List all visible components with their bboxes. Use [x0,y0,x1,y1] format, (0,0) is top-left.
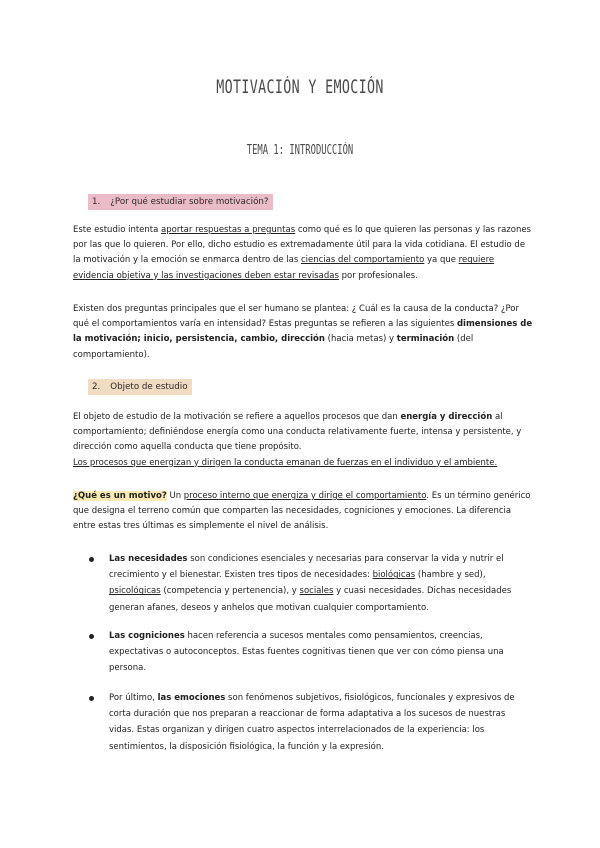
list-item-necesidades [88,551,528,616]
text: (competencia y pertenencia), y [160,586,300,597]
bullet-list [88,551,528,616]
section-label: ¿Por qué estudiar sobre motivación? [110,197,269,207]
paragraph-motivo [73,489,533,535]
list-item-emociones [88,690,528,755]
text: (hacia metas) y [324,334,397,345]
highlighted-question: ¿Qué es un motivo? [73,491,167,501]
text: Este estudio intenta [73,225,162,235]
underlined-text: psicológicas [109,586,161,597]
text: (del comportamiento). [73,334,474,360]
text: . Es un término genérico que designa el terreno común que comparten las necesidades, cogniciones y emociones. La diferencia entre estas tres últimas es simplemente el nivel de análisis. [73,491,531,532]
text: y cuasi necesidades. Dichas necesidades generan afanes, deseos y anhelos que motivan cualquier comportamiento. [109,586,512,613]
underlined-text: sociales [299,586,334,597]
list-item-cogniciones [88,628,528,677]
text: Existen dos preguntas principales que el ser humano se plantea: ¿ Cuál es la causa de la conducta? ¿Por qué el comportamientos varía en intensidad? Estas preguntas se refieren a las siguientes [73,304,519,330]
bold-text: Las necesidades [109,554,188,564]
bold-text: Las cogniciones [109,631,185,641]
bold-text: las emociones [157,693,226,703]
section-number: 1. [92,197,101,207]
document-subtitle: TEMA 1: INTRODUCCIÓN [246,143,354,158]
text: como qué es lo que quieren las personas y las razones por las que lo quieren. Por ello, dicho estudio es extremadamente útil para la vida cotidiana. El estudio de la motivación y la emoción se enmarca dentro de las [73,225,531,266]
underlined-text: proceso interno que energiza y dirige el comportamiento [183,491,427,501]
section-heading-2 [88,379,192,395]
section-label: Objeto de estudio [110,382,188,392]
bullet-list [88,628,528,677]
text: al comportamiento; definiéndose energía como una conducta relativamente fuerte, intensa y persistente, y dirección como aquella conducta que tiene propósito. [73,412,522,453]
bold-text: terminación [396,334,455,345]
section-heading-1 [88,194,273,210]
underlined-text: ciencias del comportamiento [301,255,425,266]
underlined-text: requiere evidencia objetiva y las investigaciones deben estar revisadas [73,255,495,281]
text: son condiciones esenciales y necesarias para conservar la vida y nutrir el crecimiento y el bienestar. Existen tres tipos de necesidades: [109,554,504,581]
text: ya que [424,255,459,266]
underlined-text: Los procesos que energizan y dirigen la conducta emanan de fuerzas en el individuo y el ambiente. [73,457,498,468]
paragraph-object [73,410,533,471]
text: Por último, [109,693,158,703]
paragraph-questions [73,302,533,363]
section-number: 2. [92,382,101,392]
text: son fenómenos subjetivos, fisiológicos, funcionales y expresivos de corta duración que nos preparan a reaccionar de forma adaptativa a los sucesos de nuestras vidas. Estas organizan y dirigen cuatro aspectos interrelacionados de la experiencia: los sentimientos, la disposición fisiológica, la función y la expresión. [109,693,515,752]
bold-text: dimensiones de la motivación; inicio, persistencia, cambio, dirección [73,319,533,345]
paragraph-intro [73,223,533,284]
underlined-text: biológicas [372,570,416,581]
text: (hambre y sed), [415,570,486,581]
document-title: MOTIVACIÓN Y EMOCIÓN [216,77,384,98]
bullet-list [88,690,528,755]
text: hacen referencia a sucesos mentales como pensamientos, creencias, expectativas o autoconceptos. Estas fuentes cognitivas tienen que ver con cómo piensa una persona. [109,631,504,674]
bold-text: energía y dirección [400,412,493,422]
underlined-text: aportar respuestas a preguntas [161,225,296,235]
text: El objeto de estudio de la motivación se refiere a aquellos procesos que dan [73,412,401,422]
text: Un [166,491,184,501]
text: por profesionales. [338,270,418,281]
